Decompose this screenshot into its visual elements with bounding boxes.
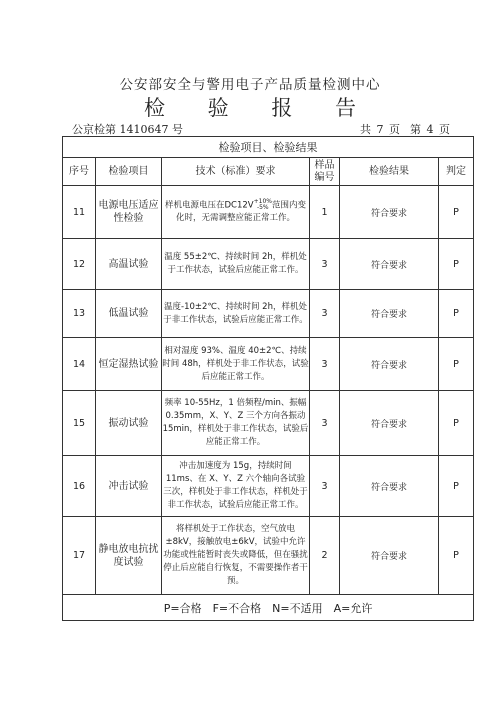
test-result: 符合要求: [340, 239, 439, 290]
col-header-verdict: 判定: [439, 158, 474, 186]
verdict: P: [439, 517, 474, 595]
requirement-suffix: 范围内变化时，无需调整应能正常工作。: [175, 200, 306, 224]
report-number: 公京检第 1410647 号: [72, 123, 183, 136]
row-number: 15: [63, 391, 96, 456]
table-row: [63, 290, 474, 338]
verdict: P: [439, 239, 474, 290]
verdict: P: [439, 456, 474, 517]
test-result: 符合要求: [340, 517, 439, 595]
table-caption-row: [63, 137, 474, 158]
col-header-item: 检验项目: [96, 158, 162, 186]
table-row: [63, 456, 474, 517]
page-info: [350, 121, 450, 137]
verdict: P: [439, 290, 474, 338]
sample-number: 3: [310, 456, 340, 517]
issuing-organization: 公安部安全与警用电子产品质量检测中心: [119, 77, 381, 93]
test-result: 符合要求: [340, 391, 439, 456]
row-number: 13: [63, 290, 96, 338]
requirement: 冲击加速度为 15g，持续时间 11ms、在 X、Y、Z 六个轴向各试验三次，样机处于非工作状态，样机处于非工作状态，试验后应能正常工作。: [162, 456, 310, 517]
sample-number: 1: [310, 186, 340, 239]
tolerance-upper: +10%: [253, 197, 272, 205]
test-item: 电源电压适应性检验: [96, 186, 162, 239]
verdict: P: [439, 338, 474, 391]
test-result: 符合要求: [340, 186, 439, 239]
verdict-legend: P=合格 F=不合格 N=不适用 A=允许: [63, 595, 474, 621]
sample-number: 3: [310, 391, 340, 456]
test-item: 静电放电抗扰度试验: [96, 517, 162, 595]
test-item: 恒定湿热试验: [96, 338, 162, 391]
sample-number: 2: [310, 517, 340, 595]
results-table: [62, 136, 474, 621]
table-row: [63, 517, 474, 595]
requirement: 温度-10±2℃、持续时间 2h，样机处于非工作状态，试验后应能正常工作。: [162, 290, 310, 338]
requirement: 频率 10-55Hz，1 倍频程/min、振幅0.35mm，X、Y、Z 三个方向各振动15min，样机处于非工作状态，试验后应能正常工作。: [162, 391, 310, 456]
col-header-requirement: 技术（标准）要求: [162, 158, 310, 186]
test-item: 冲击试验: [96, 456, 162, 517]
table-row: [63, 338, 474, 391]
row-number: 16: [63, 456, 96, 517]
table-row: [63, 186, 474, 239]
row-number: 17: [63, 517, 96, 595]
sample-number: 3: [310, 338, 340, 391]
row-number: 14: [63, 338, 96, 391]
verdict: P: [439, 391, 474, 456]
test-result: 符合要求: [340, 290, 439, 338]
requirement: 温度 55±2℃、持续时间 2h，样机处于工作状态，试验后应能正常工作。: [162, 239, 310, 290]
verdict-legend-row: [63, 595, 474, 621]
test-item: 高温试验: [96, 239, 162, 290]
requirement-text: 样机电源电压在DC12V: [164, 200, 254, 211]
test-item: 振动试验: [96, 391, 162, 456]
requirement: 将样机处于工作状态，空气放电±8kV，接触放电±6kV，试验中允许功能或性能暂时丧失或降低，但在骚扰停止后应能自行恢复，不需要操作者干预。: [162, 517, 310, 595]
document-title: 检 验 报 告: [143, 96, 375, 120]
verdict: P: [439, 186, 474, 239]
requirement: [162, 186, 310, 239]
test-result: 符合要求: [340, 338, 439, 391]
table-row: [63, 239, 474, 290]
table-header-row: [63, 158, 474, 186]
voltage-tolerance: [254, 199, 272, 211]
test-item: 低温试验: [96, 290, 162, 338]
tolerance-lower: -5%: [256, 203, 269, 211]
col-header-result: 检验结果: [340, 158, 439, 186]
total-pages: 共 7 页: [360, 123, 400, 136]
current-page: 第 4 页: [410, 123, 450, 136]
table-caption: 检验项目、检验结果: [63, 137, 474, 158]
sample-number: 3: [310, 290, 340, 338]
test-result: 符合要求: [340, 456, 439, 517]
row-number: 11: [63, 186, 96, 239]
row-number: 12: [63, 239, 96, 290]
sample-number: 3: [310, 239, 340, 290]
requirement: 相对湿度 93%、温度 40±2℃、持续时间 48h，样机处于非工作状态，试验后应能正常工作。: [162, 338, 310, 391]
col-header-no: 序号: [63, 158, 96, 186]
table-row: [63, 391, 474, 456]
col-header-sample: 样品编号: [310, 158, 340, 186]
